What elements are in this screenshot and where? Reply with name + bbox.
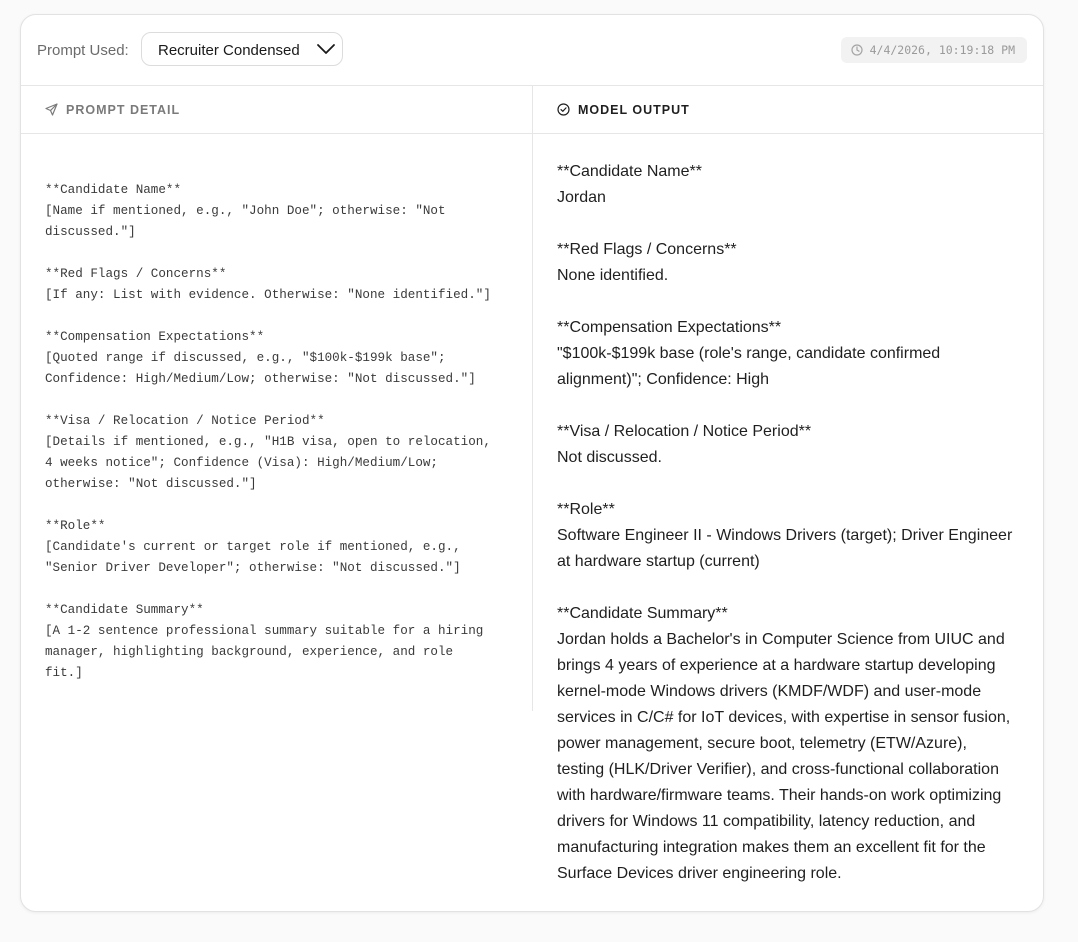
timestamp-text: 4/4/2026, 10:19:18 PM [869,43,1015,57]
send-icon [45,103,58,116]
column-divider [532,86,533,711]
result-card [20,14,1044,912]
model-output-title: MODEL OUTPUT [578,102,690,117]
prompt-used-label: Prompt Used: [37,42,129,59]
prompt-detail-text: **Candidate Name** [Name if mentioned, e.g., "John Doe"; otherwise: "Not discussed."] **Red Flags / Concerns** [If any: List with evidence. Otherwise: "None identified."] **Compensation Expectations** [Quoted range if discussed, e.g., "$100k-$199k base"; Confidence: High/Medium/Low; otherwise: "Not discussed."] **Visa / Relocation / Notice Period** [Details if mentioned, e.g., "H1B visa, open to relocation, 4 weeks notice"; Confidence (Visa): High/Medium/Low; otherwise: "Not discussed."] **Role** [Candidate's current or target role if mentioned, e.g., "Senior Driver Developer"; otherwise: "Not discussed."] **Candidate Summary** [A 1-2 sentence professional summary suitable for a hiring manager, highlighting background, experience, and role fit.] [45,183,491,680]
clock-icon [851,44,863,56]
model-output-text: **Candidate Name** Jordan **Red Flags / Concerns** None identified. **Compensation Expectations** "$100k-$199k base (role's range, candidate confirmed alignment)"; Confidence: High **Visa / Relocation / Notice Period** Not discussed. **Role** Software Engineer II - Windows Drivers (target); Driver Engineer at hardware startup (current) **Candidate Summary** Jordan holds a Bachelor's in Computer Science from UIUC and brings 4 years of experience at a hardware startup developing kernel-mode Windows drivers (KMDF/WDF) and user-mode services in C/C# for IoT devices, with expertise in sensor fusion, power management, secure boot, telemetry (ETW/Azure), testing (HLK/Driver Verifier), and cross-functional collaboration with hardware/firmware teams. Their hands-on work optimizing drivers for Windows 11 compatibility, latency reduction, and manufacturing integration makes them an excellent fit for the Surface Devices driver engineering role. [557,163,1013,882]
prompt-select-value: Recruiter Condensed [158,42,300,59]
prompt-toolbar [21,15,1043,86]
check-circle-icon [557,103,570,116]
model-output-header [533,86,1043,134]
prompt-select[interactable] [141,32,343,66]
chevron-down-icon [316,41,336,57]
prompt-detail-header [21,86,532,134]
prompt-detail-title: PROMPT DETAIL [66,102,181,117]
timestamp-badge [841,37,1027,63]
